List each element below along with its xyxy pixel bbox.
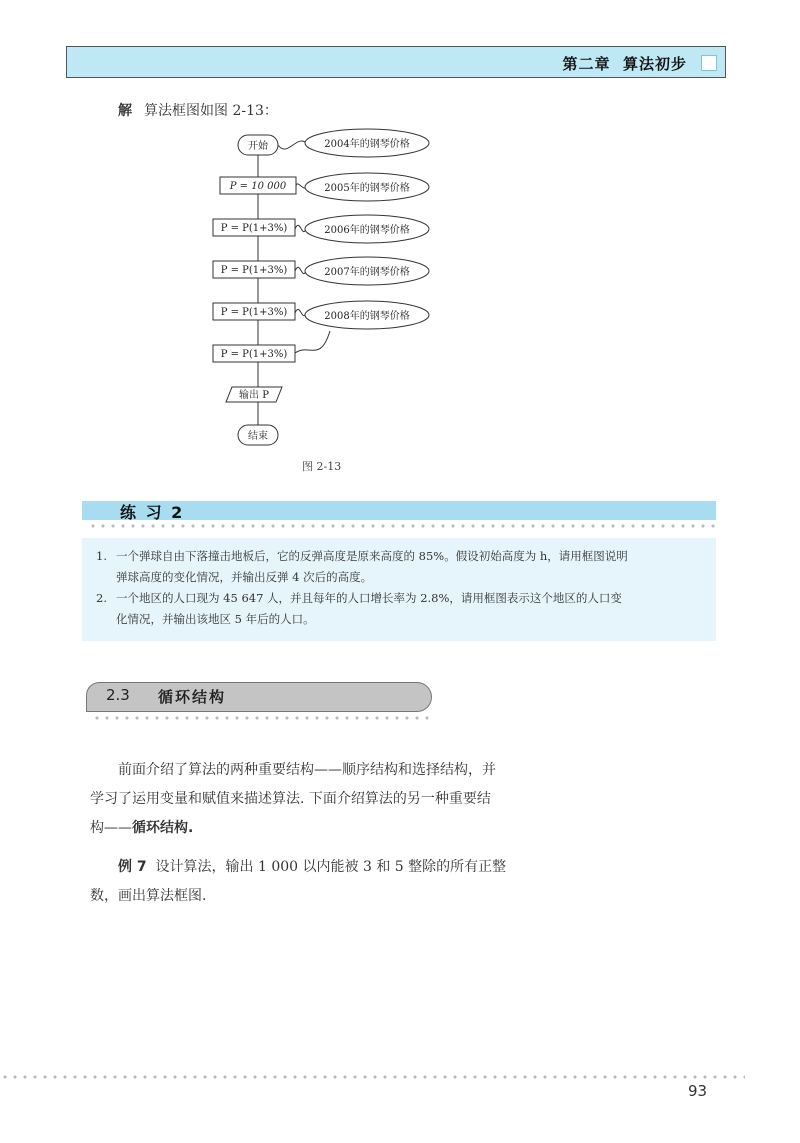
flow-output-label: 输出 P xyxy=(239,390,269,401)
flow-note-leader-1 xyxy=(278,141,308,149)
example-label: 例 7 xyxy=(118,859,147,875)
flow-step-label-3: P = P(1+3%) xyxy=(220,307,288,318)
chapter-label: 第二章 xyxy=(562,55,611,73)
intro-line-2: 学习了运用变量和赋值来描述算法. 下面介绍算法的另一种重要结 xyxy=(90,791,491,807)
flow-step-label-2: P = P(1+3%) xyxy=(220,265,288,276)
example-line-2: 数，画出算法框图. xyxy=(90,888,207,904)
exercise-item-1 xyxy=(96,546,702,588)
header-square-icon xyxy=(701,55,717,71)
exercise-dotted-divider xyxy=(88,524,718,528)
exercise-title: 练 习 2 xyxy=(120,503,185,522)
flow-step-label-4: P = P(1+3%) xyxy=(220,349,288,360)
chapter-title: 算法初步 xyxy=(622,55,687,73)
flow-note-leader-2 xyxy=(296,184,306,188)
flowchart xyxy=(180,125,480,455)
flow-end-label: 结束 xyxy=(248,431,268,442)
chapter-header-bar xyxy=(66,46,726,78)
example-line-1: 设计算法，输出 1 000 以内能被 3 和 5 整除的所有正整 xyxy=(155,859,507,875)
flow-note-leader-5 xyxy=(295,309,306,315)
flow-note-label-4: 2007年的钢琴价格 xyxy=(324,267,410,278)
intro-line-3-suffix: . xyxy=(188,820,194,836)
flow-note-label-2: 2005年的钢琴价格 xyxy=(324,183,410,194)
exercise-item-text xyxy=(116,588,622,630)
flow-note-label-1: 2004年的钢琴价格 xyxy=(324,139,410,150)
section-dotted-divider xyxy=(92,716,432,720)
solution-label: 解 xyxy=(118,103,132,119)
intro-paragraph xyxy=(90,756,570,843)
example-continuation xyxy=(90,882,570,911)
flow-note-label-5: 2008年的钢琴价格 xyxy=(324,311,410,322)
figure-caption: 图 2-13 xyxy=(302,460,342,473)
intro-line-3-prefix: 构—— xyxy=(90,820,132,836)
solution-text: 算法框图如图 2-13： xyxy=(144,103,278,119)
exercise-item-line: 一个弹球自由下落撞击地板后，它的反弹高度是原来高度的 85%。假设初始高度为 h，请用框图说明 xyxy=(116,549,628,563)
section-title: 循环结构 xyxy=(158,688,227,706)
flow-step-label-1: P = P(1+3%) xyxy=(220,223,288,234)
footer-dotted-divider xyxy=(0,1075,745,1079)
exercise-item-number: 1. xyxy=(96,549,107,563)
page-number: 93 xyxy=(688,1082,708,1100)
exercise-item-line: 一个地区的人口现为 45 647 人，并且每年的人口增长率为 2.8%，请用框图表示这个地区的人口变 xyxy=(116,591,622,605)
intro-line-1: 前面介绍了算法的两种重要结构——顺序结构和选择结构，并 xyxy=(118,762,496,778)
flow-note-label-3: 2006年的钢琴价格 xyxy=(324,225,410,236)
flow-start-label: 开始 xyxy=(248,141,268,152)
exercise-box xyxy=(82,538,716,641)
section-number: 2.3 xyxy=(106,686,130,704)
chapter-header-title xyxy=(563,53,687,74)
section-heading-tab xyxy=(86,682,432,712)
exercise-item-2 xyxy=(96,588,702,630)
exercise-item-text xyxy=(116,546,628,588)
example-paragraph xyxy=(90,853,578,882)
flow-note-leader-3 xyxy=(295,225,306,231)
flow-note-leader-4 xyxy=(295,267,306,273)
exercise-item-number: 2. xyxy=(96,591,107,605)
flow-note-leader-6 xyxy=(295,331,330,353)
exercise-item-line: 化情况，并输出该地区 5 年后的人口。 xyxy=(116,612,315,626)
exercise-item-line: 弹球高度的变化情况，并输出反弹 4 次后的高度。 xyxy=(116,570,373,584)
solution-line xyxy=(118,100,278,120)
intro-line-3-bold: 循环结构 xyxy=(132,820,188,836)
flow-assign-label: P = 10 000 xyxy=(229,181,287,192)
